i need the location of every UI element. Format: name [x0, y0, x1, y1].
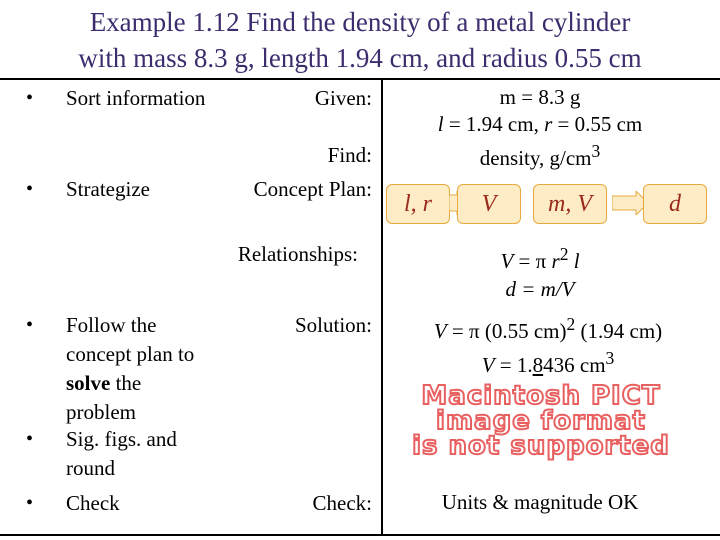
step-check: Check — [66, 491, 120, 515]
label-concept-plan: Concept Plan: — [253, 177, 372, 201]
concept-box-d: d — [643, 184, 707, 224]
bullet: • — [26, 178, 34, 200]
top-divider — [0, 78, 720, 80]
concept-box-m-v: m, V — [533, 184, 607, 224]
given-length-radius: l = 1.94 cm, r = 0.55 cm — [437, 112, 643, 136]
bullet: • — [26, 314, 34, 336]
given-mass: m = 8.3 g — [499, 85, 581, 109]
find-density: density, $g/cm^3$ — [479, 141, 601, 170]
column-divider — [381, 80, 383, 536]
label-find: Find: — [327, 143, 372, 167]
unsupported-image-notice: Macintosh PICT image format is not supported — [412, 381, 670, 461]
concept-box-v: V — [457, 184, 521, 224]
bullet: • — [26, 492, 34, 514]
solution-line-1: V = π (0.55 cm)$^2$ (1.94 cm) — [433, 314, 663, 343]
label-relationships: Relationships: — [237, 242, 358, 266]
label-check: Check: — [312, 491, 372, 515]
bullet: • — [26, 428, 34, 450]
step-sig-figs: Sig. figs. and round — [66, 427, 177, 480]
title-line-2: with mass 8.3 g, length 1.94 cm, and radius 0.55 cm — [78, 43, 642, 73]
concept-box-l-r: l, r — [386, 184, 450, 224]
title-line-1: Example 1.12 Find the density of a metal cylinder — [89, 7, 631, 37]
relationship-volume: V = π $r^2$ l — [500, 244, 580, 273]
solve-emphasis: solve — [66, 371, 111, 395]
solution — [398, 311, 698, 379]
label-given: Given: — [314, 86, 372, 110]
given-values — [390, 84, 690, 172]
bullet: • — [26, 87, 34, 109]
bottom-divider — [0, 534, 720, 536]
relationship-density: d = m/V — [505, 277, 575, 301]
step-sort-information: Sort information — [66, 86, 206, 110]
solution-line-2: V = 1.8436 $cm^3$ — [481, 348, 615, 377]
slide-title — [0, 4, 720, 76]
relationships — [390, 240, 690, 303]
check-result: Units & magnitude OK — [441, 490, 639, 514]
step-follow-plan: Follow the concept plan to solve the problem — [66, 313, 195, 424]
label-solution: Solution: — [294, 313, 372, 337]
step-strategize: Strategize — [66, 177, 150, 201]
